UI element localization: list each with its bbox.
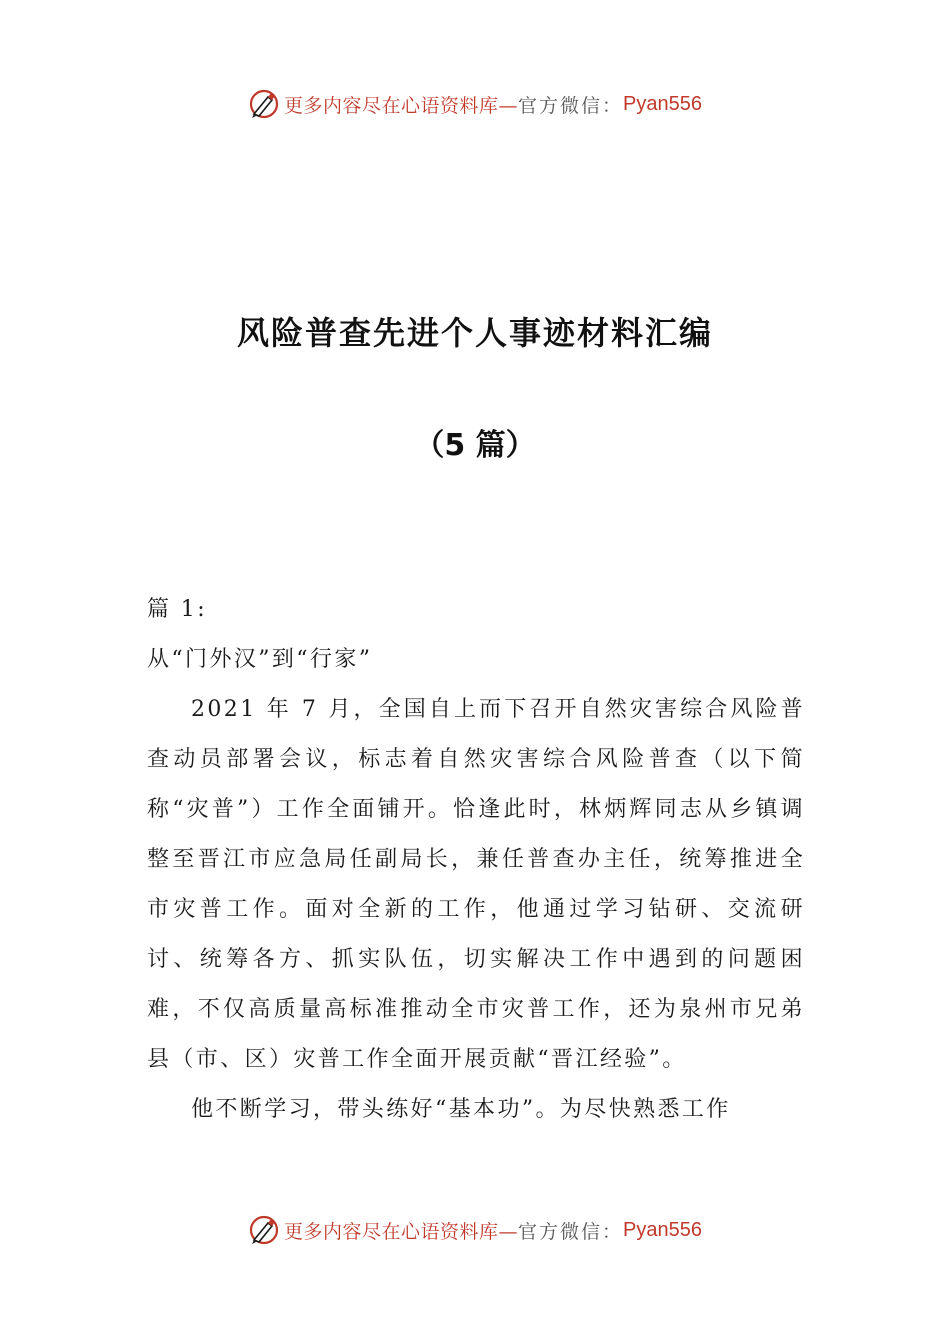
pen-logo-icon bbox=[248, 88, 280, 120]
banner-wechat-label: 官方微信： bbox=[518, 94, 624, 117]
section-label: 篇 1: bbox=[147, 597, 208, 622]
header-watermark-banner bbox=[0, 84, 950, 124]
pen-logo-icon bbox=[248, 1214, 280, 1246]
banner-wechat-id: Pyan556 bbox=[623, 92, 702, 115]
document-body bbox=[147, 585, 805, 1135]
banner-wechat-id: Pyan556 bbox=[623, 1218, 702, 1241]
article-title: 从“门外汉”到“行家” bbox=[147, 647, 373, 672]
banner-promo-text: 更多内容尽在心语资料库— bbox=[284, 1220, 519, 1243]
document-subtitle: （5 篇） bbox=[414, 428, 536, 463]
banner-wechat-label: 官方微信： bbox=[518, 1220, 624, 1243]
banner-promo-text: 更多内容尽在心语资料库— bbox=[284, 94, 519, 117]
body-paragraph: 他不断学习，带头练好“基本功”。为尽快熟悉工作 bbox=[191, 1097, 731, 1122]
document-title: 风险普查先进个人事迹材料汇编 bbox=[236, 314, 713, 352]
footer-watermark-banner bbox=[0, 1210, 950, 1250]
body-paragraph: 2021 年 7 月，全国自上而下召开自然灾害综合风险普查动员部署会议，标志着自然灾害综合风险普查（以下简称“灾普”）工作全面铺开。恰逢此时，林炳辉同志从乡镇调整至晋江市应急局任副局长，兼任普查办主任，统筹推进全市灾普工作。面对全新的工作，他通过学习钻研、交流研讨、统筹各方、抓实队伍，切实解决工作中遇到的问题困难，不仅高质量高标准推动全市灾普工作，还为泉州市兄弟县（市、区）灾普工作全面开展贡献“晋江经验”。 bbox=[147, 697, 805, 1072]
